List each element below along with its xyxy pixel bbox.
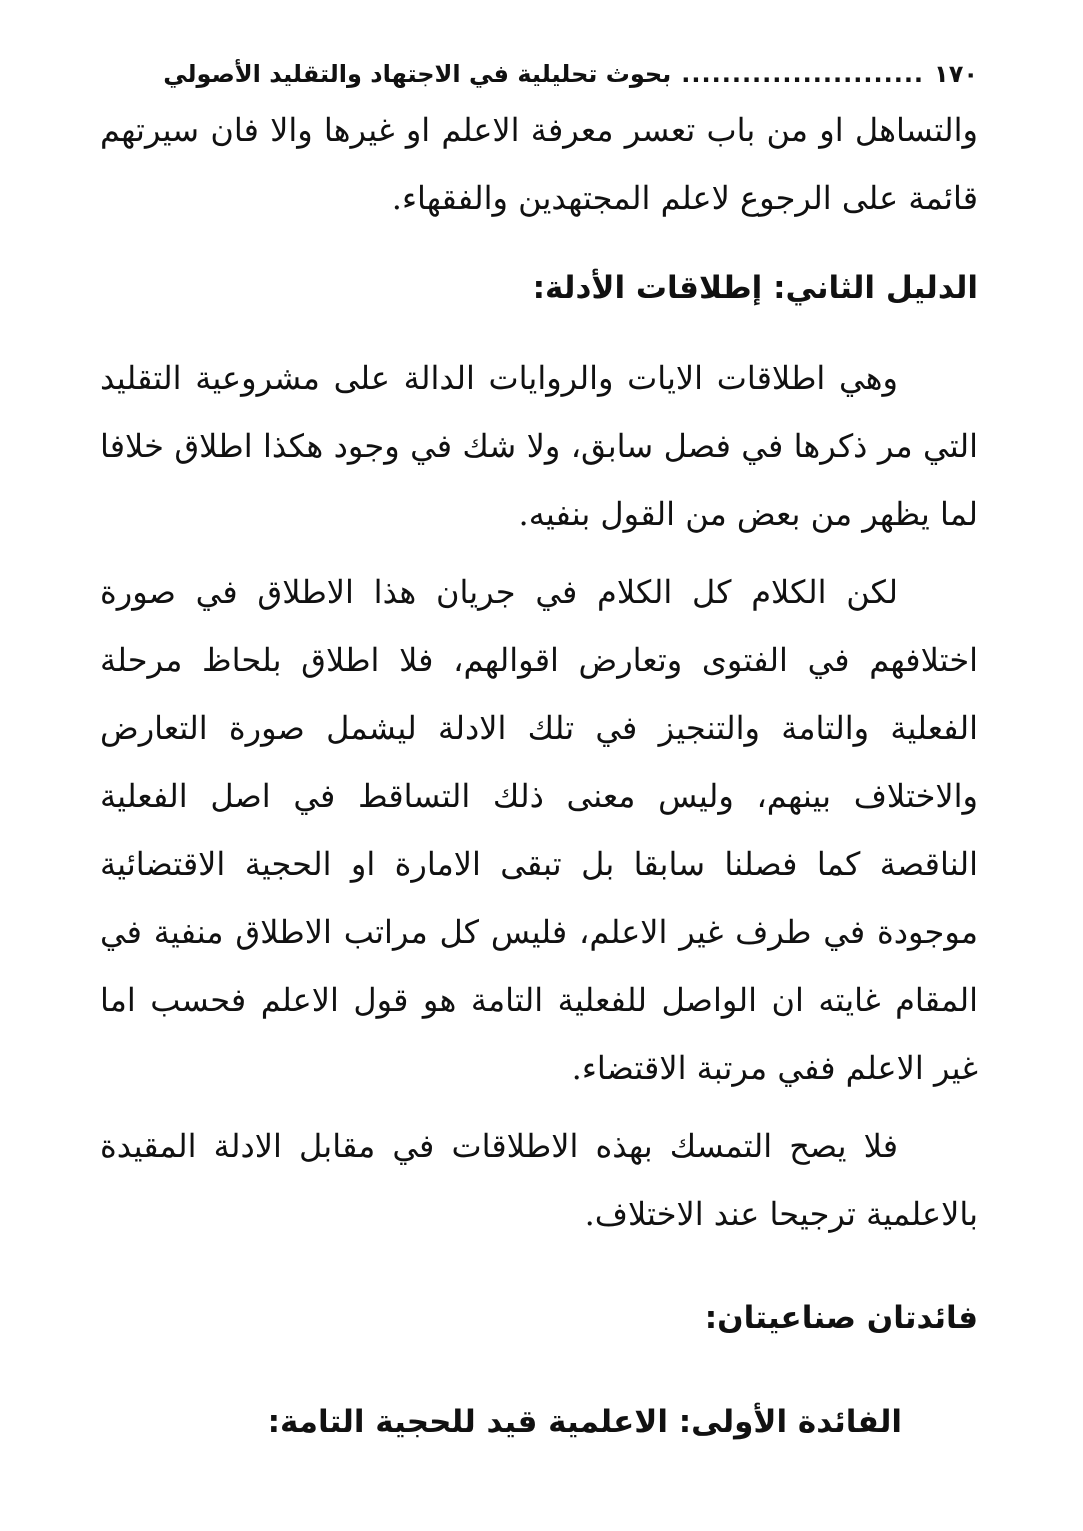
section-heading-second-evidence: الدليل الثاني: إطلاقات الأدلة:: [532, 270, 978, 306]
document-page: [100, 52, 978, 1456]
header-dot-leader: ........................: [681, 60, 925, 88]
page-number: ١٧٠: [934, 60, 978, 88]
book-title: بحوث تحليلية في الاجتهاد والتقليد الأصولي: [163, 60, 672, 88]
subheading-first-benefit: الفائدة الأولى: الاعلمية قيد للحجية التامة:: [267, 1404, 902, 1440]
paragraph-continuation: والتساهل او من باب تعسر معرفة الاعلم او غيرها والا فان سيرتهم قائمة على الرجوع لاعلم المجتهدين والفقهاء.: [100, 111, 979, 217]
paragraph-discussion: لكن الكلام كل الكلام في جريان هذا الاطلاق في صورة اختلافهم في الفتوى وتعارض اقوالهم، فلا اطلاق بلحاظ مرحلة الفعلية والتامة والتنجيز في تلك الادلة ليشمل صورة التعارض والاختلاف بينهم، وليس معنى ذلك التساقط في اصل الفعلية الناقصة كما فصلنا سابقا بل تبقى الامارة او الحجية الاقتضائية موجودة في طرف غير الاعلم، فليس كل مراتب الاطلاق منفية في المقام غايته ان الواصل للفعلية التامة هو قول الاعلم فحسب اما غير الاعلم ففي مرتبة الاقتضاء.: [100, 573, 979, 1087]
running-header: [100, 52, 978, 96]
section-heading-two-benefits: فائدتان صناعيتان:: [704, 1300, 978, 1336]
paragraph-evidence-description: وهي اطلاقات الايات والروايات الدالة على مشروعية التقليد التي مر ذكرها في فصل سابق، ولا شك في وجود هكذا اطلاق خلافا لما يظهر من بعض من القول بنفيه.: [100, 359, 978, 533]
paragraph-conclusion: فلا يصح التمسك بهذه الاطلاقات في مقابل الادلة المقيدة بالاعلمية ترجيحا عند الاختلاف.: [100, 1127, 978, 1233]
